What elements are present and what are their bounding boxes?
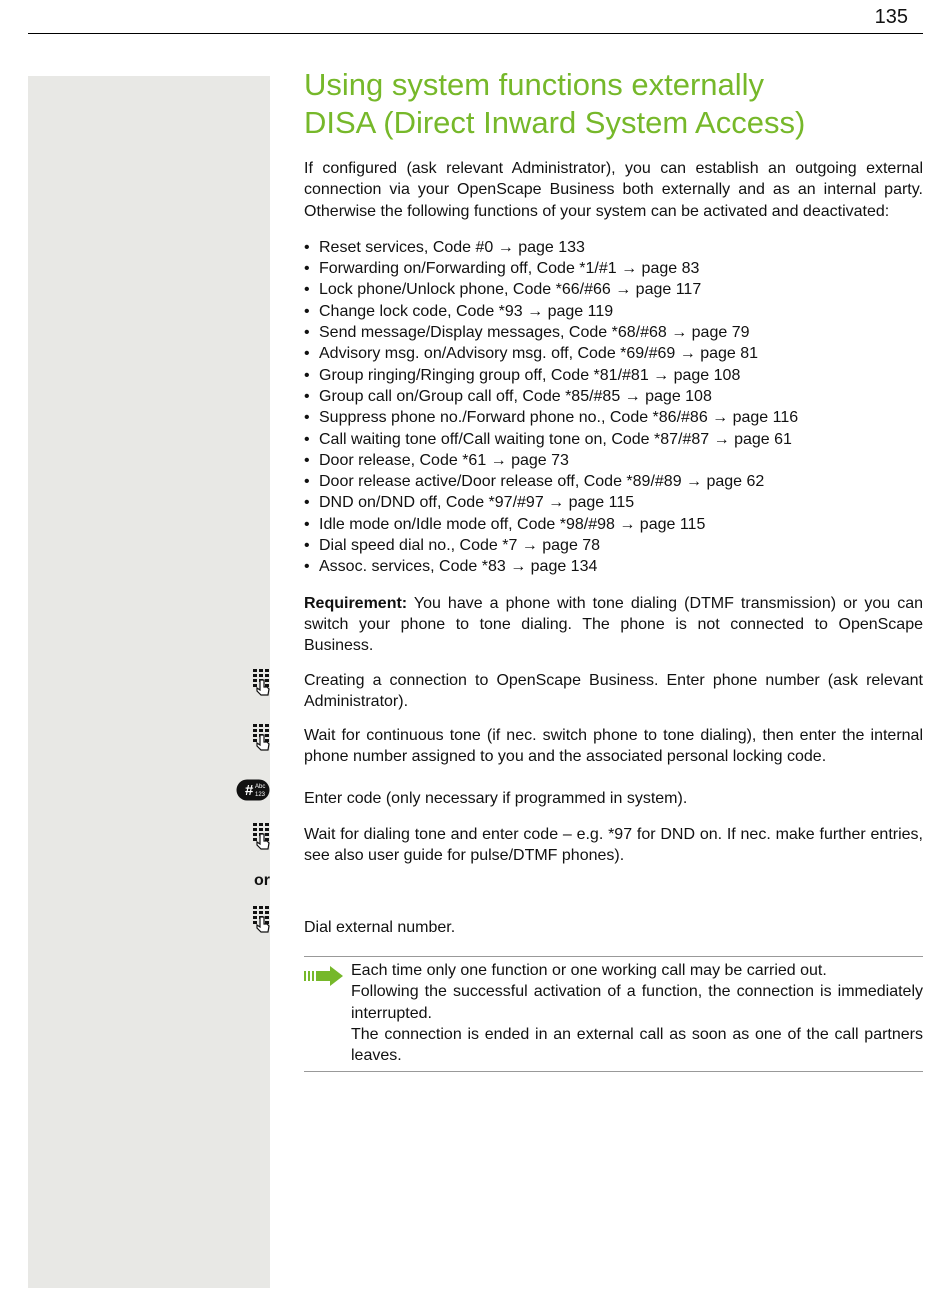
keypad-icon (0, 668, 270, 696)
list-item: • Group call on/Group call off, Code *85/#85 → page 108 (304, 386, 923, 407)
step-5-text: Dial external number. (304, 918, 456, 936)
requirement-label: Requirement: (304, 594, 408, 612)
note-line-1: Each time only one function or one working call may be carried out. (351, 961, 827, 979)
page-number: 135 (874, 6, 908, 28)
note-line-3: The connection is ended in an external call as soon as one of the call partners leaves. (351, 1025, 923, 1065)
svg-text:Abc: Abc (255, 783, 266, 790)
list-item: • Change lock code, Code *93 → page 119 (304, 301, 923, 322)
keypad-icon (0, 723, 270, 751)
note-text (351, 960, 923, 1066)
step-2-text: Wait for continuous tone (if nec. switch phone to tone dialing), then enter the internal phone number assigned to you and the associated personal locking code. (304, 727, 923, 766)
or-label: or (254, 872, 270, 890)
list-item: • Lock phone/Unlock phone, Code *66/#66 → page 117 (304, 279, 923, 300)
title-line-2: DISA (Direct Inward System Access) (304, 105, 806, 140)
header-rule (28, 33, 923, 34)
list-item: • Suppress phone no./Forward phone no., Code *86/#86 → page 116 (304, 407, 923, 428)
step-enter-code (245, 781, 923, 809)
svg-text:#: # (245, 781, 254, 799)
list-item: • Idle mode on/Idle mode off, Code *98/#98 → page 115 (304, 514, 923, 535)
list-item: • Door release, Code *61 → page 73 (304, 450, 923, 471)
function-list (304, 237, 923, 578)
step-create-connection (304, 670, 923, 713)
list-item: • Dial speed dial no., Code *7 → page 78 (304, 535, 923, 556)
page-title (304, 66, 923, 142)
keypad-icon (0, 822, 270, 850)
list-item: • Assoc. services, Code *83 → page 134 (304, 556, 923, 577)
step-dial-external (304, 917, 923, 938)
step-4-text: Wait for dialing tone and enter code – e.g. *97 for DND on. If nec. make further entries, see also user guide for pulse/DTMF phones). (304, 826, 923, 865)
step-1-text: Creating a connection to OpenScape Business. Enter phone number (ask relevant Administrator). (304, 671, 923, 710)
main-content (245, 66, 923, 1072)
svg-text:123: 123 (255, 791, 266, 798)
intro-paragraph: If configured (ask relevant Administrator), you can establish an outgoing external connection via your OpenScape Business both externally and as an internal party. Otherwise the following functions of your system can be activated and deactivated: (304, 160, 923, 220)
step-continuous-tone (304, 725, 923, 768)
list-item: • Send message/Display messages, Code *68/#68 → page 79 (304, 322, 923, 343)
title-line-1: Using system functions externally (304, 67, 765, 102)
note-arrow-icon (304, 965, 344, 993)
keypad-icon (0, 905, 270, 933)
list-item: • Group ringing/Ringing group off, Code *81/#81 → page 108 (304, 365, 923, 386)
list-item: • Call waiting tone off/Call waiting tone on, Code *87/#87 → page 61 (304, 429, 923, 450)
list-item: • Advisory msg. on/Advisory msg. off, Code *69/#69 → page 81 (304, 343, 923, 364)
list-item: • Door release active/Door release off, Code *89/#89 → page 62 (304, 471, 923, 492)
info-note (304, 956, 923, 1072)
list-item: • Reset services, Code #0 → page 133 (304, 237, 923, 258)
step-3-text: Enter code (only necessary if programmed in system). (304, 789, 688, 807)
requirement-paragraph (304, 593, 923, 657)
list-item: • Forwarding on/Forwarding off, Code *1/#1 → page 83 (304, 258, 923, 279)
requirement-text: You have a phone with tone dialing (DTMF transmission) or you can switch your phone to tone dialing. The phone is not connected to OpenScape Business. (304, 594, 923, 655)
step-dialing-tone (254, 824, 923, 890)
hash-key-icon (0, 779, 270, 801)
list-item: • DND on/DND off, Code *97/#97 → page 115 (304, 492, 923, 513)
note-line-2: Following the successful activation of a function, the connection is immediately interrupted. (351, 983, 923, 1022)
